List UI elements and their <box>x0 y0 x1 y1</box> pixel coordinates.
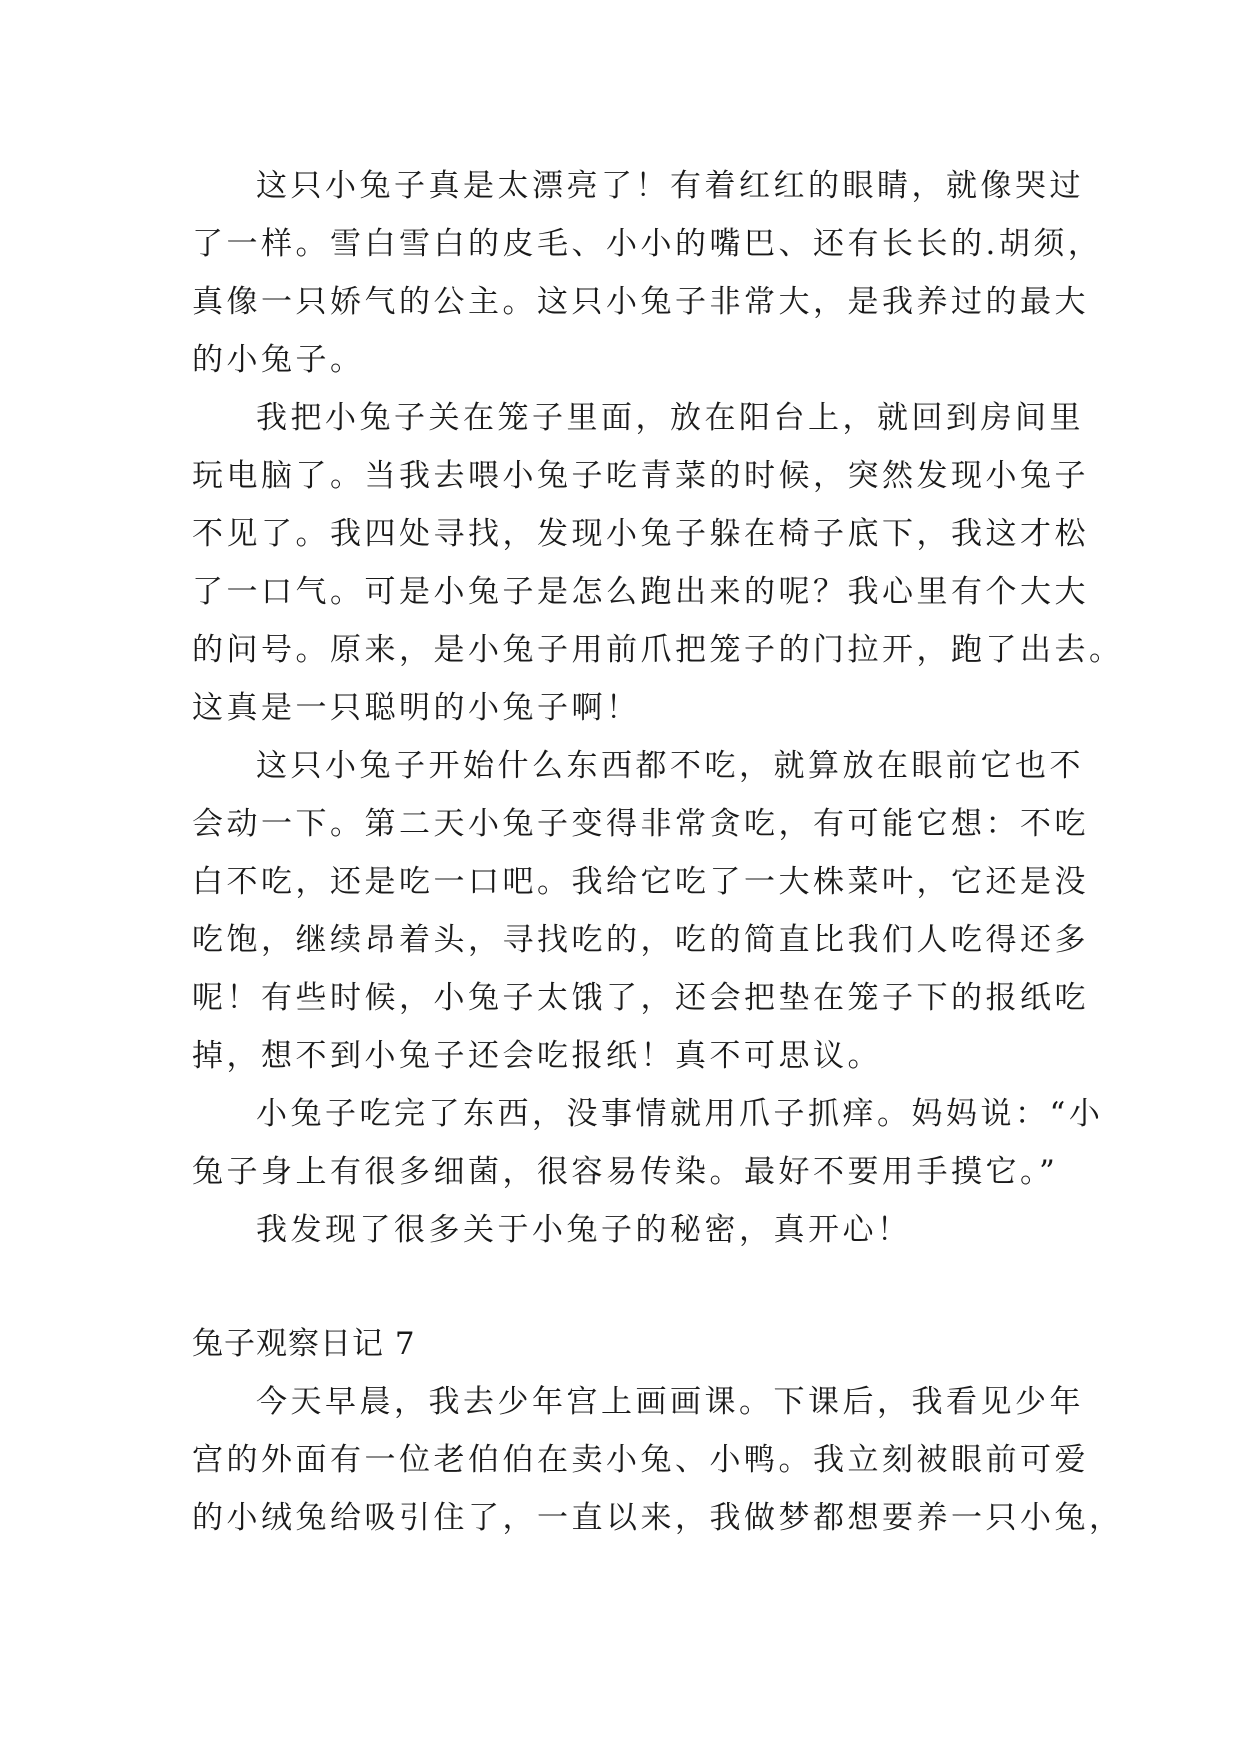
paragraph-2-line-5: 的问号。原来，是小兔子用前爪把笼子的门拉开，跑了出去。 <box>192 632 1124 668</box>
paragraph-2-line-2: 玩电脑了。当我去喂小兔子吃青菜的时候，突然发现小兔子 <box>192 458 1089 494</box>
paragraph-6-line-2: 宫的外面有一位老伯伯在卖小兔、小鸭。我立刻被眼前可爱 <box>192 1442 1089 1478</box>
paragraph-2-line-1: 我把小兔子关在笼子里面，放在阳台上，就回到房间里 <box>256 400 1084 436</box>
paragraph-3-line-2: 会动一下。第二天小兔子变得非常贪吃，有可能它想：不吃 <box>192 806 1089 842</box>
paragraph-1-line-2: 了一样。雪白雪白的皮毛、小小的嘴巴、还有长长的.胡须， <box>192 226 1103 262</box>
paragraph-3-line-1: 这只小兔子开始什么东西都不吃，就算放在眼前它也不 <box>256 748 1084 784</box>
paragraph-3-line-3: 白不吃，还是吃一口吧。我给它吃了一大株菜叶，它还是没 <box>192 864 1089 900</box>
paragraph-6-line-1: 今天早晨，我去少年宫上画画课。下课后，我看见少年 <box>256 1384 1084 1420</box>
paragraph-5-line-1: 我发现了很多关于小兔子的秘密，真开心！ <box>256 1212 912 1248</box>
paragraph-2-line-3: 不见了。我四处寻找，发现小兔子躲在椅子底下，我这才松 <box>192 516 1089 552</box>
paragraph-3-line-4: 吃饱，继续昂着头，寻找吃的，吃的简直比我们人吃得还多 <box>192 922 1089 958</box>
section-heading: 兔子观察日记 7 <box>192 1326 416 1362</box>
paragraph-4-line-2: 兔子身上有很多细菌，很容易传染。最好不要用手摸它。” <box>192 1154 1059 1190</box>
paragraph-2-line-4: 了一口气。可是小兔子是怎么跑出来的呢？我心里有个大大 <box>192 574 1089 610</box>
paragraph-6-line-3: 的小绒兔给吸引住了，一直以来，我做梦都想要养一只小兔， <box>192 1500 1124 1536</box>
paragraph-1-line-3: 真像一只娇气的公主。这只小兔子非常大，是我养过的最大 <box>192 284 1089 320</box>
paragraph-3-line-5: 呢！有些时候，小兔子太饿了，还会把垫在笼子下的报纸吃 <box>192 980 1089 1016</box>
paragraph-4-line-1: 小兔子吃完了东西，没事情就用爪子抓痒。妈妈说：“小 <box>256 1096 1104 1132</box>
paragraph-3-line-6: 掉，想不到小兔子还会吃报纸！真不可思议。 <box>192 1038 882 1074</box>
paragraph-2-line-6: 这真是一只聪明的小兔子啊！ <box>192 690 641 726</box>
paragraph-1-line-4: 的小兔子。 <box>192 342 365 378</box>
paragraph-1-line-1: 这只小兔子真是太漂亮了！有着红红的眼睛，就像哭过 <box>256 168 1084 204</box>
